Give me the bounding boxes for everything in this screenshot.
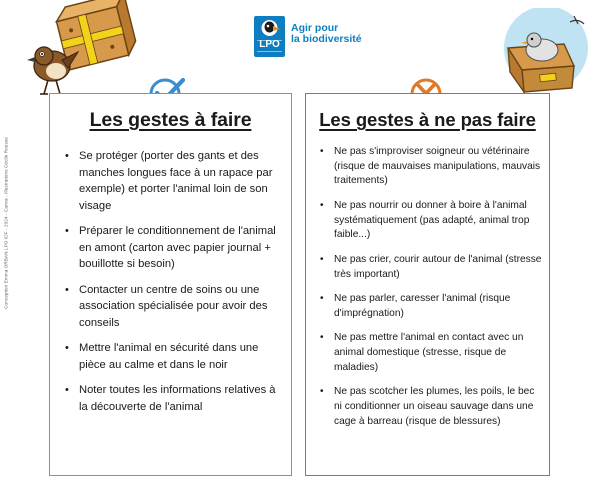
lpo-label: LPO <box>259 39 280 50</box>
list-item: • Ne pas scotcher les plumes, les poils, le bec ni conditionner un oiseau sauvage dans une cage à barreau (risque de blessures) <box>320 386 535 427</box>
dos-list <box>65 148 285 416</box>
donts-list <box>320 145 545 429</box>
list-item: • Se protéger (porter des gants et des manches longues face à un rapace par exemple) et porter l'animal loin de son visage <box>65 150 273 212</box>
dos-panel <box>49 93 292 476</box>
list-item: • Préparer le conditionnement de l'animal en amont (carton avec papier journal + bouillotte si besoin) <box>65 225 276 271</box>
donts-panel <box>305 93 550 476</box>
list-item: • Ne pas parler, caresser l'animal (risque d'imprégnation) <box>320 293 511 319</box>
donts-title: Les gestes à ne pas faire <box>319 109 536 130</box>
credit-line: Conception Emma ORBAN LPO IDF - 2024 - Canva - Illustrations Cécile Rousse <box>3 137 9 309</box>
boxed-bird-illustration <box>488 8 596 94</box>
lpo-tagline: Agir pour la biodiversité <box>291 22 362 45</box>
lpo-logo <box>254 16 362 57</box>
lpo-bird-emblem <box>254 16 285 57</box>
bird-with-box-illustration <box>22 0 140 100</box>
list-item: • Ne pas mettre l'animal en contact avec un animal domestique (stresse, risque de maladies) <box>320 332 524 373</box>
list-item: • Contacter un centre de soins ou une association spécialisée pour avoir des conseils <box>65 283 268 329</box>
list-item: • Ne pas nourrir ou donner à boire à l'animal systématiquement (pas adapté, animal trop faible...) <box>320 199 530 241</box>
list-item: • Noter toutes les informations relatives à la découverte de l'animal <box>65 384 276 413</box>
list-item: • Ne pas s'improviser soigneur ou vétérinaire (risque de mauvaises manipulations, mauvais traitements) <box>320 146 541 187</box>
list-item: • Mettre l'animal en sécurité dans une pièce au calme et dans le noir <box>65 342 259 371</box>
dos-title: Les gestes à faire <box>89 109 252 131</box>
puffin-icon <box>254 16 285 57</box>
list-item: • Ne pas crier, courir autour de l'animal (stresse très important) <box>320 253 542 280</box>
